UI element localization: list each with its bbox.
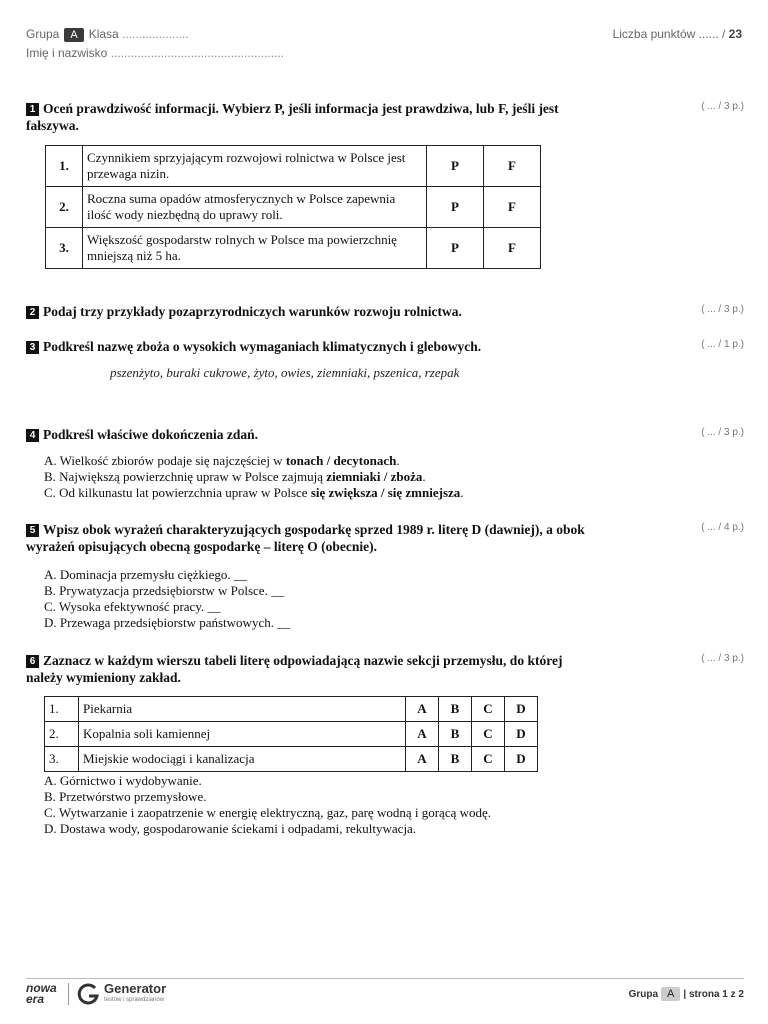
points-summary: Liczba punktów ...... / 23	[612, 27, 742, 41]
question-4-points: ( ... / 3 p.)	[701, 427, 744, 438]
question-number: 4	[26, 429, 39, 442]
list-item: A. Górnictwo i wydobywanie.	[44, 773, 202, 788]
table-row: 2. Roczna suma opadów atmosferycznych w Polsce zapewnia ilość wody niezbędną do uprawy roli. P F	[46, 187, 541, 228]
generator-logo: Generator testów i sprawdzianów	[104, 981, 167, 1003]
table-row: 2. Kopalnia soli kamiennej A B C D	[45, 722, 538, 747]
header-group-row: Grupa A Klasa ....................	[26, 27, 189, 41]
expression-list	[44, 567, 290, 631]
group-badge: A	[64, 28, 83, 42]
answer-c[interactable]: C	[472, 747, 505, 772]
answer-b[interactable]: B	[439, 697, 472, 722]
answer-c[interactable]: C	[472, 697, 505, 722]
list-item[interactable]: C. Wysoka efektywność pracy. __	[44, 599, 221, 614]
answer-a[interactable]: A	[406, 747, 439, 772]
list-item: B. Przetwórstwo przemysłowe.	[44, 789, 207, 804]
question-number: 1	[26, 103, 39, 116]
list-item: A. Wielkość zbiorów podaje się najczęściej w tonach / decytonach.	[44, 453, 400, 468]
table-row: 1. Czynnikiem sprzyjającym rozwojowi rolnictwa w Polsce jest przewaga nizin. P F	[46, 146, 541, 187]
question-1	[26, 100, 586, 134]
list-item: D. Dostawa wody, gospodarowanie ściekami i odpadami, rekultywacja.	[44, 821, 417, 836]
list-item: B. Największą powierzchnię upraw w Polsce zajmują ziemniaki / zboża.	[44, 469, 426, 484]
list-item[interactable]: B. Prywatyzacja przedsiębiorstw w Polsce. __	[44, 583, 285, 598]
question-3-points: ( ... / 1 p.)	[701, 339, 744, 350]
question-number: 2	[26, 306, 39, 319]
question-text: Podaj trzy przykłady pozaprzyrodniczych warunków rozwoju rolnictwa.	[43, 304, 462, 319]
answer-p[interactable]: P	[427, 228, 484, 269]
choice-text[interactable]: tonach / decytonach	[285, 453, 397, 468]
question-text: Podkreśl nazwę zboża o wysokich wymaganiach klimatycznych i glebowych.	[43, 339, 482, 354]
question-number: 6	[26, 655, 39, 668]
question-text: Zaznacz w każdym wierszu tabeli literę odpowiadającą nazwie sekcji przemysłu, do której należy wymieniony zakład.	[26, 653, 563, 685]
table-row: 3. Większość gospodarstw rolnych w Polsce ma powierzchnię mniejszą niż 5 ha. P F	[46, 228, 541, 269]
answer-f[interactable]: F	[484, 146, 541, 187]
footer-group-badge: A	[661, 987, 680, 1001]
table-row: 1. Piekarnia A B C D	[45, 697, 538, 722]
answer-a[interactable]: A	[406, 722, 439, 747]
generator-icon	[76, 982, 100, 1006]
industry-table	[44, 696, 538, 772]
question-5-points: ( ... / 4 p.)	[701, 522, 744, 533]
industry-sections-list	[44, 773, 491, 837]
question-text: Wpisz obok wyrażeń charakteryzujących gospodarkę sprzed 1989 r. literę D (dawniej), a obok wyrażeń opisujących obecną gospodarkę – literę O (obecnie).	[26, 522, 585, 554]
question-6	[26, 652, 586, 686]
question-2-points: ( ... / 3 p.)	[701, 304, 744, 315]
answer-b[interactable]: B	[439, 722, 472, 747]
header-name-row: Imię i nazwisko ....................................................	[26, 46, 285, 60]
table-row: 3. Miejskie wodociągi i kanalizacja A B C D	[45, 747, 538, 772]
points-total: 23	[728, 27, 742, 41]
answer-b[interactable]: B	[439, 747, 472, 772]
name-field[interactable]: ....................................................	[110, 46, 285, 60]
question-text: Podkreśl właściwe dokończenia zdań.	[43, 427, 259, 442]
footer-divider	[26, 978, 744, 979]
list-item[interactable]: A. Dominacja przemysłu ciężkiego. __	[44, 567, 247, 582]
logo-divider	[68, 983, 69, 1005]
question-3	[26, 338, 586, 355]
answer-p[interactable]: P	[427, 187, 484, 228]
question-text: Oceń prawdziwość informacji. Wybierz P, jeśli informacja jest prawdziwa, lub F, jeśli jest fałszywa.	[26, 101, 559, 133]
question-1-points: ( ... / 3 p.)	[701, 101, 744, 112]
answer-d[interactable]: D	[505, 747, 538, 772]
answer-a[interactable]: A	[406, 697, 439, 722]
question-4	[26, 426, 586, 443]
choice-text[interactable]: ziemniaki / zboża	[326, 469, 423, 484]
choice-text[interactable]: się zwiększa / się zmniejsza	[310, 485, 461, 500]
question-number: 3	[26, 341, 39, 354]
list-item: C. Wytwarzanie i zaopatrzenie w energię elektryczną, gaz, parę wodną i gorącą wodę.	[44, 805, 492, 820]
answer-f[interactable]: F	[484, 228, 541, 269]
question-5	[26, 521, 586, 555]
list-item[interactable]: D. Przewaga przedsiębiorstw państwowych. __	[44, 615, 291, 630]
answer-d[interactable]: D	[505, 722, 538, 747]
class-field[interactable]: ....................	[122, 27, 189, 41]
nowa-era-logo: nowa era	[26, 981, 57, 1006]
question-number: 5	[26, 524, 39, 537]
true-false-table	[45, 145, 541, 269]
answer-f[interactable]: F	[484, 187, 541, 228]
answer-p[interactable]: P	[427, 146, 484, 187]
question-2	[26, 303, 586, 320]
list-item: C. Od kilkunastu lat powierzchnia upraw w Polsce się zwiększa / się zmniejsza.	[44, 485, 464, 500]
page-number: | strona 1 z 2	[683, 989, 744, 1000]
answer-d[interactable]: D	[505, 697, 538, 722]
question-6-points: ( ... / 3 p.)	[701, 653, 744, 664]
crop-word-list[interactable]: pszenżyto, buraki cukrowe, żyto, owies, ziemniaki, pszenica, rzepak	[110, 365, 460, 380]
footer-page-info: Grupa A | strona 1 z 2	[628, 988, 744, 1000]
answer-c[interactable]: C	[472, 722, 505, 747]
sentence-list	[44, 453, 464, 501]
